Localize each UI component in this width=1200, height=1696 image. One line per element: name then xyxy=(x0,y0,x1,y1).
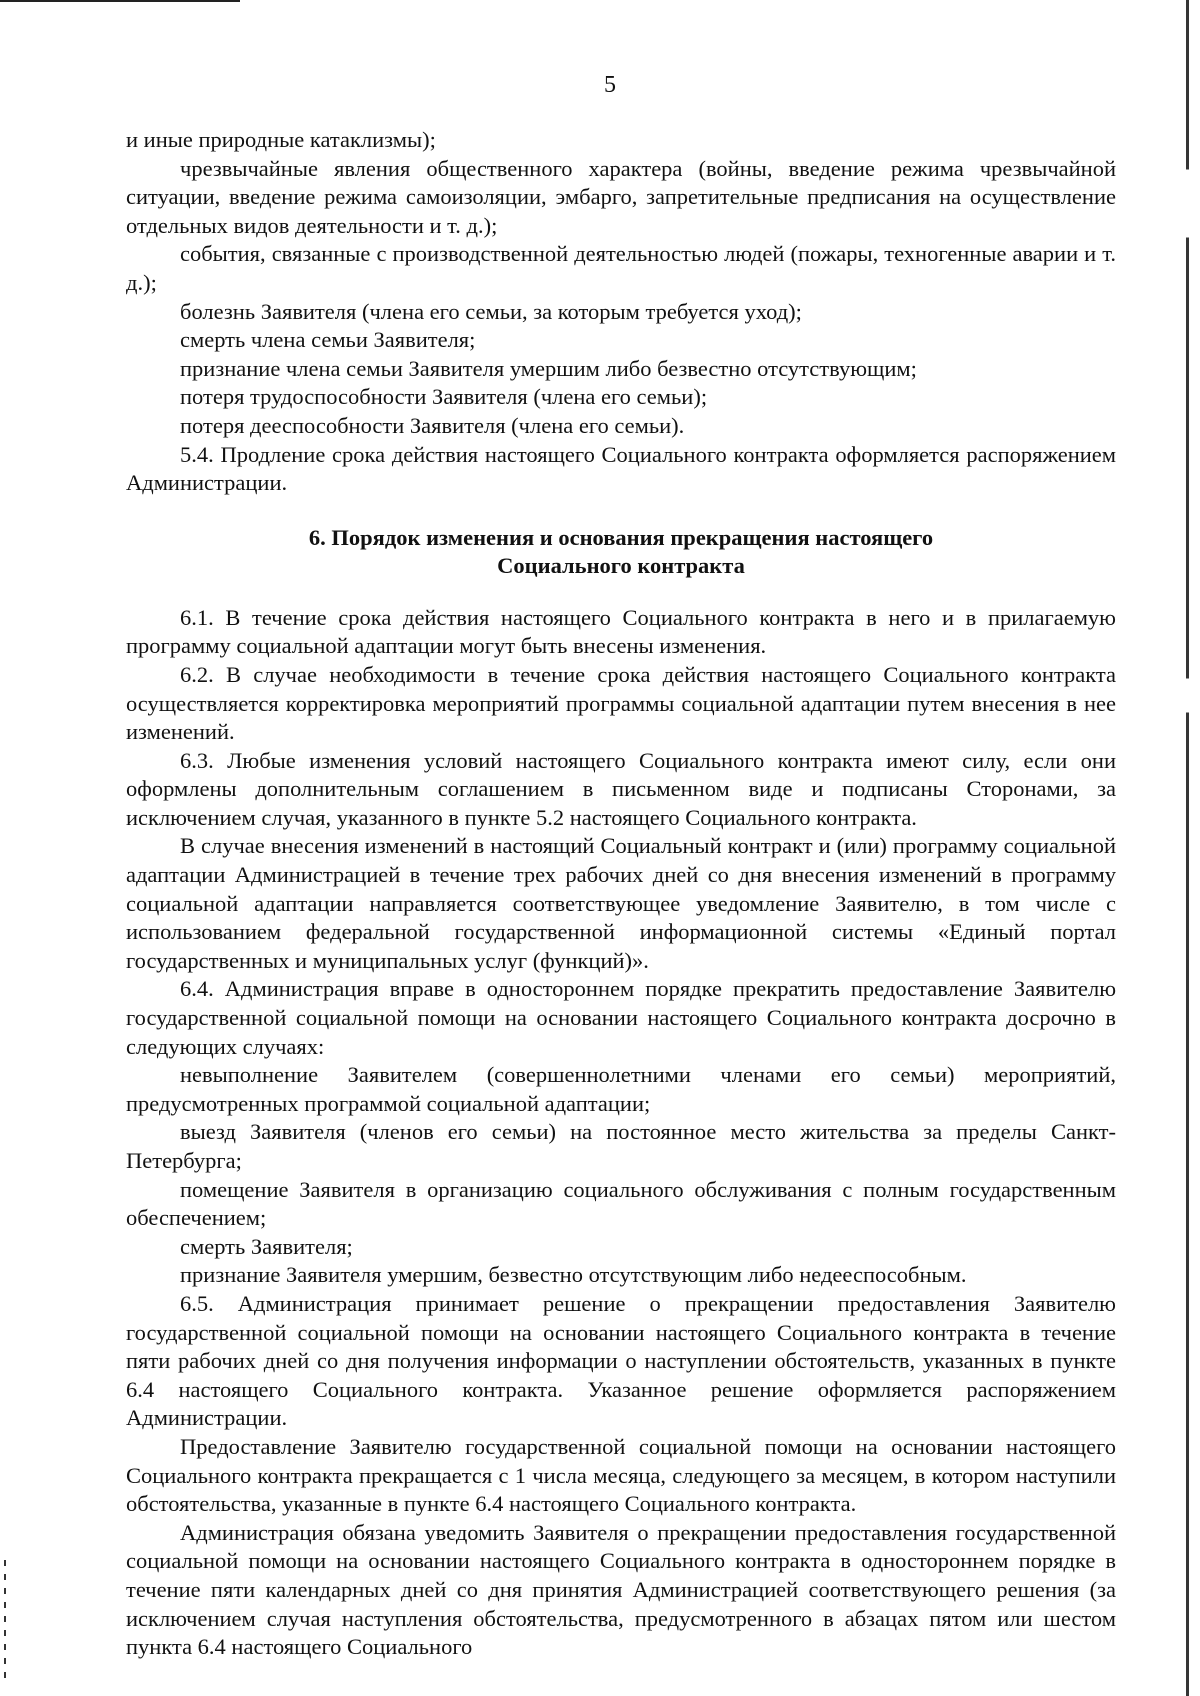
paragraph: признание Заявителя умершим, безвестно отсутствующим либо недееспособным. xyxy=(180,1262,967,1288)
paragraph: потеря трудоспособности Заявителя (члена его семьи); xyxy=(180,384,708,410)
paragraph: 6.5. Администрация принимает решение о прекращении предоставления Заявителю государственной социальной помощи на основании настоящего Социального контракта в течение пяти рабочих дней со дня получения информации о наступлении обстоятельств, указанных в пункте 6.4 настоящего Социального контракта. Указанное решение оформляется распоряжением Администрации. xyxy=(126,1290,1116,1431)
paragraph: смерть члена семьи Заявителя; xyxy=(180,327,476,353)
document-body xyxy=(126,126,1116,1662)
section-heading-line-2: Социального контракта xyxy=(497,552,745,578)
paragraph: Предоставление Заявителю государственной социальной помощи на основании настоящего Социального контракта прекращается с 1 числа месяца, следующего за месяцем, в котором наступили обстоятельства, указанные в пункте 6.4 настоящего Социального контракта. xyxy=(126,1433,1116,1517)
scan-artifact-left-edge xyxy=(4,1560,6,1680)
paragraph: 6.1. В течение срока действия настоящего Социального контракта в него и в прилагаемую программу социальной адаптации могут быть внесены изменения. xyxy=(126,604,1116,659)
paragraph: 6.2. В случае необходимости в течение срока действия настоящего Социального контракта осуществляется корректировка мероприятий программы социальной адаптации путем внесения в нее изменений. xyxy=(126,661,1116,745)
paragraph: помещение Заявителя в организацию социального обслуживания с полным государственным обеспечением; xyxy=(126,1176,1116,1231)
paragraph: 6.4. Администрация вправе в одностороннем порядке прекратить предоставление Заявителю государственной социальной помощи на основании настоящего Социального контракта досрочно в следующих случаях: xyxy=(126,976,1116,1059)
paragraph: 6.3. Любые изменения условий настоящего Социального контракта имеют силу, если они оформлены дополнительным соглашением в письменном виде и подписаны Сторонами, за исключением случая, указанного в пункте 5.2 настоящего Социального контракта. xyxy=(126,747,1116,830)
page-number: 5 xyxy=(604,72,616,98)
paragraph: болезнь Заявителя (члена его семьи, за которым требуется уход); xyxy=(180,298,802,324)
paragraph: признание члена семьи Заявителя умершим либо безвестно отсутствующим; xyxy=(180,355,917,381)
paragraph: В случае внесения изменений в настоящий Социальный контракт и (или) программу социальной адаптации Администрацией в течение трех рабочих дней со дня внесения изменений в программу социальной адаптации направляется соответствующее уведомление Заявителю, в том числе с использованием федеральной государственной информационной системы «Единый портал государственных и муниципальных услуг (функций)». xyxy=(126,833,1116,973)
paragraph: и иные природные катаклизмы); xyxy=(126,127,436,152)
paragraph: события, связанные с производственной деятельностью людей (пожары, техногенные аварии и т. д.); xyxy=(126,241,1116,295)
paragraph: смерть Заявителя; xyxy=(180,1233,353,1259)
section-heading-line-1: 6. Порядок изменения и основания прекращения настоящего xyxy=(308,524,934,550)
paragraph: выезд Заявителя (членов его семьи) на постоянное место жительства за пределы Санкт-Петербурга; xyxy=(126,1119,1116,1173)
scan-artifact-right-edge xyxy=(1186,0,1189,1696)
paragraph: чрезвычайные явления общественного характера (войны, введение режима чрезвычайной ситуации, введение режима самоизоляции, эмбарго, запретительные предписания на осуществление отдельных видов деятельности и т. д.); xyxy=(126,155,1116,238)
paragraph: потеря дееспособности Заявителя (члена его семьи). xyxy=(180,412,685,438)
paragraph: 5.4. Продление срока действия настоящего Социального контракта оформляется распоряжением Администрации. xyxy=(126,441,1116,496)
scan-artifact-top xyxy=(0,0,240,2)
paragraphs-before-heading xyxy=(126,126,1116,498)
section-heading xyxy=(126,524,1116,580)
paragraph: Администрация обязана уведомить Заявителя о прекращении предоставления государственной социальной помощи на основании настоящего Социального контракта в одностороннем порядке в течение пяти календарных дней со дня принятия Администрацией соответствующего решения (за исключением случая наступления обстоятельства, предусмотренного в абзацах пятом или шестом пункта 6.4 настоящего Социального xyxy=(126,1519,1116,1660)
paragraph: невыполнение Заявителем (совершеннолетними членами его семьи) мероприятий, предусмотренных программой социальной адаптации; xyxy=(126,1062,1116,1116)
paragraphs-after-heading xyxy=(126,604,1116,1662)
